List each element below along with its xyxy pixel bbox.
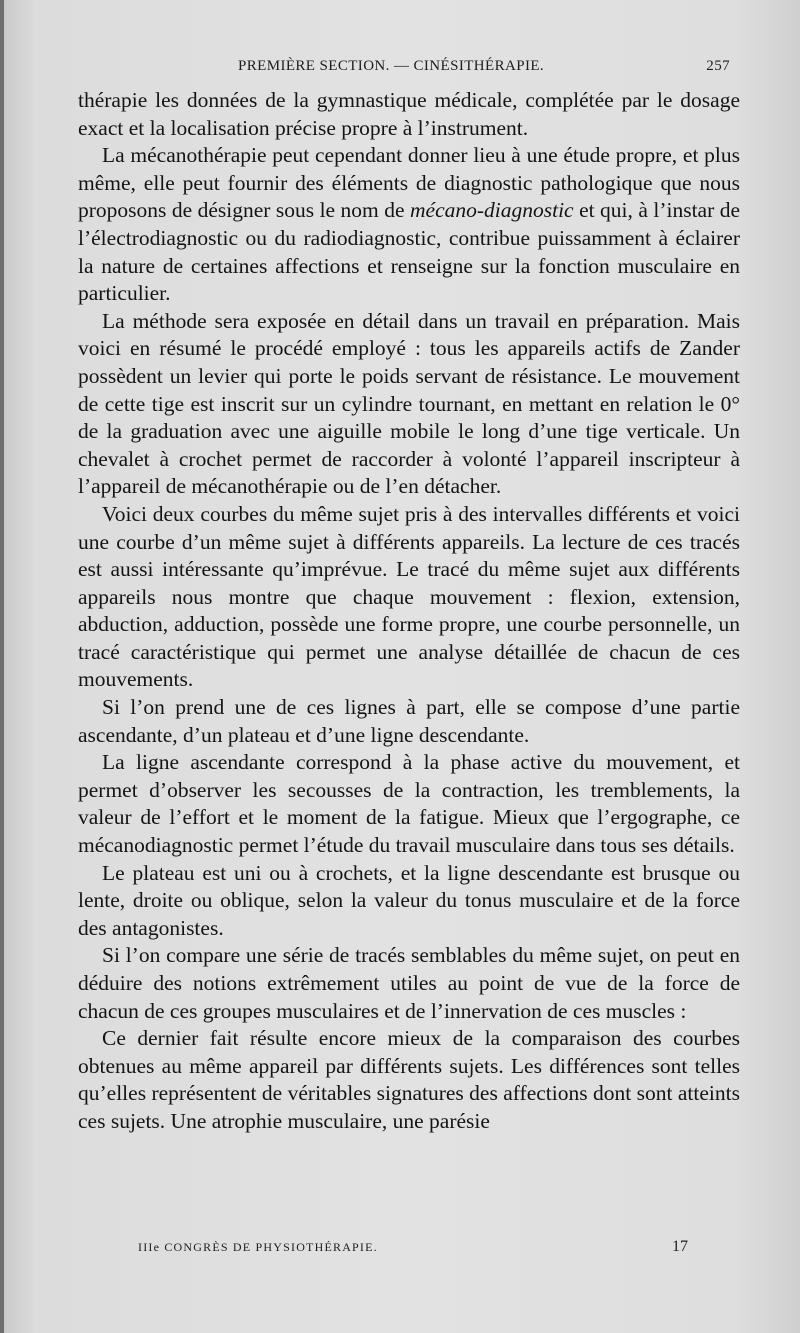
page-number: 257 — [706, 58, 730, 74]
paragraph-4: Voici deux courbes du même sujet pris à des intervalles différents et voici une courbe d’un même sujet à différents appareils. La lecture de ces tracés est aussi intéressante qu’imprévue. Le tracé du même sujet aux différents appareils nous montre que chaque mouvement : flexion, extension, abduction, adduction, possède une forme propre, une courbe personnelle, un tracé caractéristique qui permet une analyse détaillée de chacun de ces mouvements. — [78, 501, 740, 692]
paragraph-9: Ce dernier fait résulte encore mieux de la comparaison des courbes obtenues au même appareil par différents sujets. Les différences sont telles qu’elles représentent de véritables signatures des affections dont sont atteints ces sujets. Une atrophie musculaire, une parésie — [78, 1026, 740, 1133]
paragraph-8: Si l’on compare une série de tracés semblables du même sujet, on peut en déduire des notions extrêmement utiles au point de vue de la force de chacun de ces groupes musculaires et de l’innervation de ces muscles : — [78, 943, 740, 1023]
term-mecanodiagnostic: mécano-diagnostic — [410, 198, 574, 223]
paragraph-5: Si l’on prend une de ces lignes à part, elle se compose d’une partie ascendante, d’un plateau et d’une ligne descendante. — [78, 695, 740, 747]
body-text — [78, 87, 740, 1136]
printer-signature-line — [138, 1238, 688, 1260]
paragraph-3: La méthode sera exposée en détail dans un travail en préparation. Mais voici en résumé le procédé employé : tous les appareils actifs de Zander possèdent un levier qui porte le poids servant de résistance. Le mouvement de cette tige est inscrit sur un cylindre tournant, en mettant en relation le 0° de la graduation avec une aiguille mobile le long d’une tige verticale. Un chevalet à crochet permet de raccorder à volonté l’appareil inscripteur à l’appareil de mécanothérapie ou de l’en détacher. — [78, 308, 740, 499]
section-title: PREMIÈRE SECTION. — CINÉSITHÉRAPIE. — [238, 58, 545, 74]
paragraph-7: Le plateau est uni ou à crochets, et la ligne descendante est brusque ou lente, droite ou oblique, selon la valeur du tonus musculaire et de la force des antagonistes. — [78, 860, 740, 940]
signature-number: 17 — [672, 1238, 688, 1255]
paragraph-2 — [78, 142, 740, 308]
running-header — [80, 58, 730, 80]
paragraph-2-continued: et qui, à l’instar de l’électrodiagnostic ou du radiodiagnostic, contribue puissamment à éclairer la nature de certaines affections et renseigne sur la fonction musculaire en particulier. — [78, 198, 741, 306]
paragraph-2-text: La mécanothérapie peut cependant donner lieu à une étude propre, et plus même, elle peut fournir des éléments de diagnostic pathologique que nous proposons de désigner sous le nom de — [78, 143, 740, 223]
paragraph-6: La ligne ascendante correspond à la phase active du mouvement, et permet d’observer les secousses de la contraction, les tremblements, la valeur de l’effort et le moment de la fatigue. Mieux que l’ergographe, ce mécanodiagnostic permet l’étude du travail musculaire dans tous ses détails. — [78, 750, 740, 858]
paragraph-1: thérapie les données de la gymnastique médicale, complétée par le dosage exact et la localisation précise propre à l’instrument. — [78, 88, 740, 140]
book-page — [4, 0, 800, 1333]
signature-mark: IIIe CONGRÈS DE PHYSIOTHÉRAPIE. — [138, 1240, 378, 1254]
